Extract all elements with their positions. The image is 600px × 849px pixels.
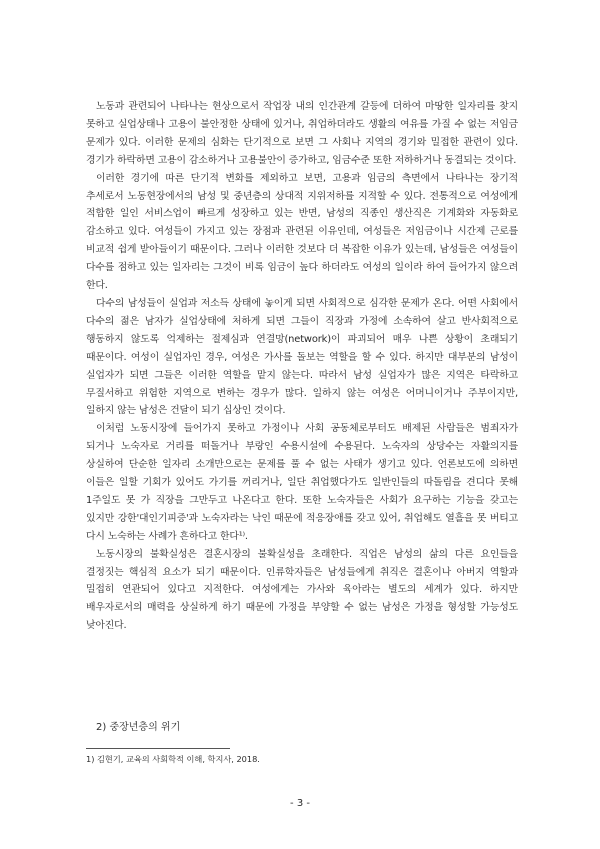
paragraph-male-unemployment: 다수의 남성들이 실업과 저소득 상태에 놓이게 되면 사회적으로 심각한 문제가 온다. 어떤 사회에서 다수의 젊은 남자가 실업상태에 처하게 되면 그들이 직장과 가정에 소속하여 살고 반사회적으로 행동하지 않도록 억제하는 절제심과 연결망(network)이 파괴되어 매우 나쁜 상황이 초래되기 때문이다. 여성이 실업자인 경우, 여성은 가사를 돌보는 역할을 할 수 있다. 하지만 대부분의 남성이 실업자가 되면 그들은 이러한 역할을 맡지 않는다. 따라서 남성 실업자가 많은 지역은 타락하고 무질서하고 위험한 지역으로 변하는 경우가 많다. 일하지 않는 여성은 어머니이거나 주부이지만, 일하지 않는 남성은 건달이 되기 십상인 것이다.	[86, 297, 518, 417]
page-number: - 3 -	[290, 798, 310, 809]
paragraph-long-term-trend: 이러한 경기에 따른 단기적 변화를 제외하고 보면, 고용과 임금의 측면에서 나타나는 장기적 추세로서 노동현장에서의 남성 및 중년층의 상대적 지위저하를 지적할 수 있다. 전통적으로 여성에게 적합한 일인 서비스업이 빠르게 성장하고 있는 반면, 남성의 직종인 생산직은 기계화와 자동화로 감소하고 있다. 여성들이 가지고 있는 장점과 관련된 이유인데, 여성들은 저임금이나 시간제 근로를 비교적 쉽게 받아들이기 때문이다. 그러나 이러한 것보다 더 복잡한 이유가 있는데, 남성들은 여성들이 다수를 점하고 있는 일자리는 그것이 비록 임금이 높다 하더라도 여성의 일이라 하여 들어가지 않으려 한다.	[86, 172, 518, 292]
footnote-divider	[86, 748, 230, 749]
footnote: 1) 김현기, 교육의 사회학적 이해, 학지사, 2018.	[86, 754, 260, 764]
paragraph-marriage-market: 노동시장의 불확실성은 결혼시장의 불확실성을 초래한다. 직업은 남성의 삶의 다른 요인들을 결정짓는 핵심적 요소가 되기 때문이다. 인류학자들은 남성들에게 취직은 결혼이나 아버지 역할과 밀접히 연관되어 있다고 지적한다. 여성에게는 가사와 육아라는 별도의 세계가 있다. 하지만 배우자로서의 매력을 상실하게 하기 때문에 가정을 부양할 수 없는 남성은 가정을 형성할 가능성도 낮아진다.	[86, 548, 518, 632]
paragraph-labor-issues: 노동과 관련되어 나타나는 현상으로서 작업장 내의 인간관계 갈등에 더하여 마땅한 일자리를 찾지 못하고 실업상태나 고용이 불안정한 상태에 있거나, 취업하더라도 생활의 여유를 가질 수 없는 저임금 문제가 있다. 이러한 문제의 심화는 단기적으로 보면 그 사회나 지역의 경기와 밀접한 관련이 있다. 경기가 하락하면 고용이 감소하거나 고용불안이 증가하고, 임금수준 또한 저하하거나 동결되는 것이다.	[86, 101, 518, 166]
body-text	[86, 98, 518, 635]
section-heading: 2) 중장년층의 위기	[96, 722, 181, 733]
paragraph-homelessness: 이처럼 노동시장에 들어가지 못하고 가정이나 사회 공동체로부터도 배제된 사람들은 범죄자가 되거나 노숙자로 거리를 떠돌거나 부랑인 수용시설에 수용된다. 노숙자의 상당수는 자활의지를 상실하여 단순한 일자리 소개만으로는 문제를 풀 수 없는 사태가 생기고 있다. 언론보도에 의하면 이들은 일할 기회가 있어도 가기를 꺼리거나, 일단 취업했다가도 일반인들의 따돌림을 견디다 못해 1주일도 못 가 직장을 그만두고 나온다고 한다. 또한 노숙자들은 사회가 요구하는 기능을 갖고는 있지만 강한'대인기피증'과 노숙자라는 낙인 때문에 적응장애를 갖고 있어, 취업해도 열흘을 못 버티고 다시 노숙하는 사례가 흔하다고 한다¹⁾.	[86, 423, 518, 542]
